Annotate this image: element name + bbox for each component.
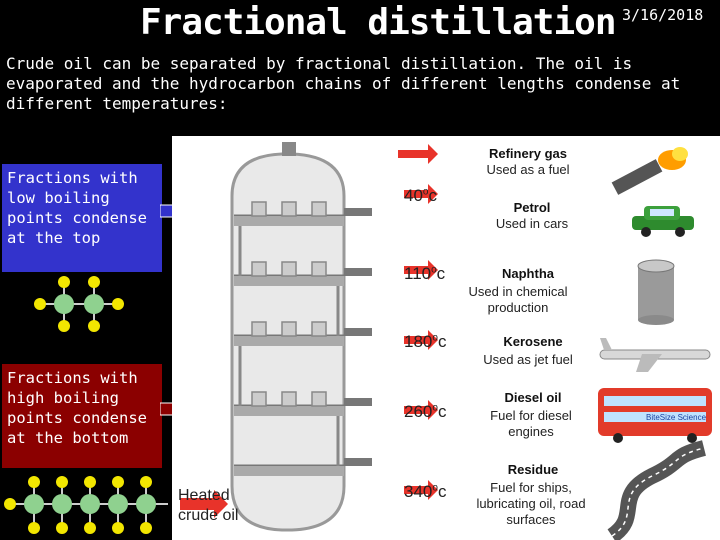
fraction-use-petrol: Used in cars — [495, 216, 569, 231]
heated-crude-oil-label — [178, 486, 238, 526]
road-icon — [612, 448, 704, 536]
intro-text: Crude oil can be separated by fractional distillation. The oil is evaporated and the hydrocarbon chains of different lengths condense at different temperatures: — [6, 54, 681, 113]
temp-label-petrol: 40$^o$c — [404, 186, 437, 205]
heated-label-line2: crude oil — [178, 507, 239, 524]
temp-label-diesel: 260$^o$c — [404, 402, 447, 421]
temp-label-naphtha: 110$^o$c — [404, 264, 446, 283]
heated-label-line1: Heated — [178, 487, 230, 504]
temp-label-kerosene: 180$^o$c — [404, 332, 447, 351]
fraction-use-diesel: Fuel for diesel engines — [490, 408, 572, 439]
fraction-name-petrol: Petrol — [513, 200, 551, 215]
plane-icon — [600, 338, 710, 372]
fraction-name-diesel: Diesel oil — [504, 390, 562, 405]
fraction-name-residue: Residue — [507, 462, 559, 477]
temp-label-residue: 340$^o$c — [404, 482, 447, 501]
flame-icon — [612, 147, 688, 195]
slide-title: Fractional distillation — [140, 2, 616, 43]
fraction-use-residue: Fuel for ships, lubricating oil, road surfaces — [476, 480, 586, 527]
fraction-name-kerosene: Kerosene — [503, 334, 563, 349]
slide-date: 3/16/2018 — [622, 6, 704, 24]
short-molecule-icon — [26, 274, 146, 334]
car-icon — [632, 206, 694, 237]
fraction-name-refinery-gas: Refinery gas — [488, 146, 568, 161]
fraction-use-refinery-gas: Used as a fuel — [486, 162, 570, 177]
distillation-diagram — [172, 136, 720, 540]
high-boiling-callout: Fractions with high boiling points condense at the bottom — [2, 364, 162, 468]
fraction-use-naphtha: Used in chemical production — [468, 284, 568, 315]
bus-text: BiteSize Science — [646, 413, 707, 422]
long-molecule-icon — [0, 472, 175, 540]
drum-icon — [638, 260, 674, 325]
low-boiling-callout: Fractions with low boiling points condense at the top — [2, 164, 162, 272]
fraction-use-kerosene: Used as jet fuel — [483, 352, 573, 367]
fraction-name-naphtha: Naphtha — [502, 266, 554, 281]
